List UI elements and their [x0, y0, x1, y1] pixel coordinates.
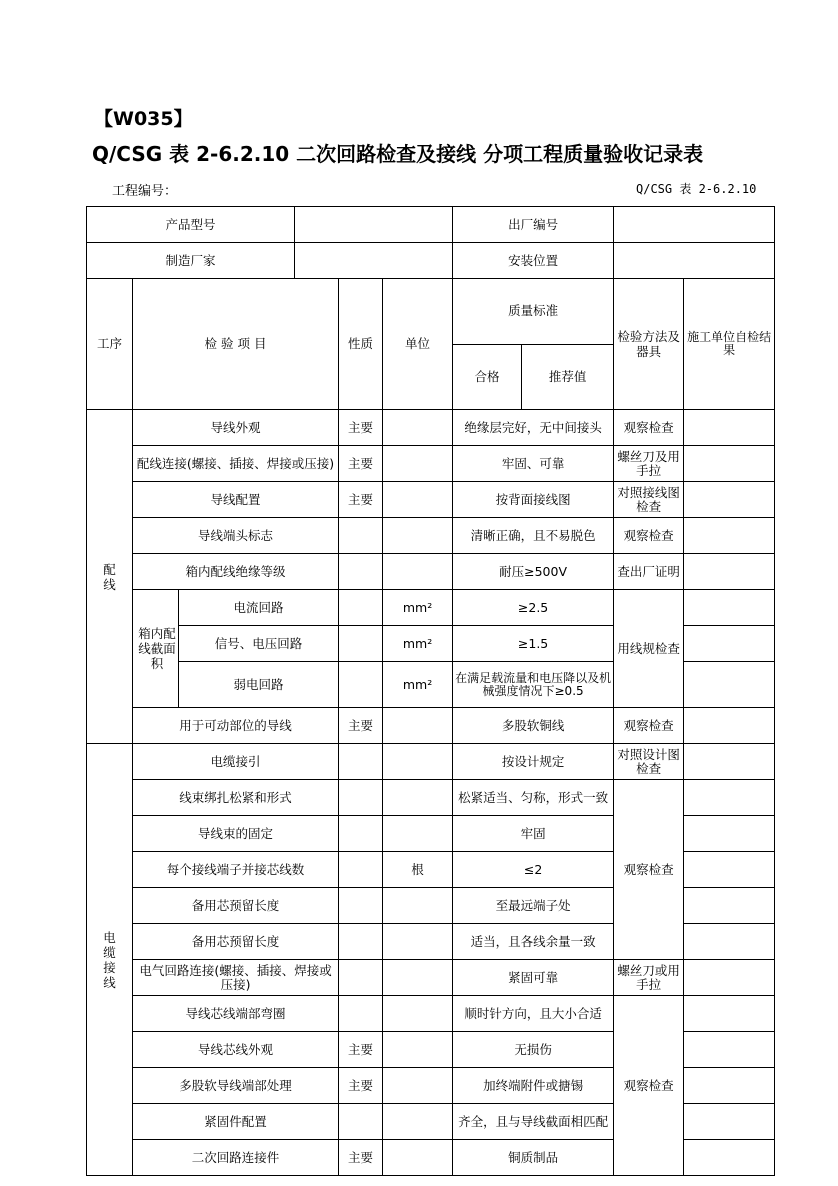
nature-cell	[339, 626, 383, 662]
standard-cell: 绝缘层完好，无中间接头	[453, 410, 614, 446]
unit-cell	[383, 924, 453, 960]
standard-cell: 耐压≥500V	[453, 554, 614, 590]
item-cell: 电流回路	[179, 590, 339, 626]
self-check-cell[interactable]	[684, 960, 775, 996]
nature-cell: 主要	[339, 410, 383, 446]
header-nature: 性质	[339, 279, 383, 410]
field-product-model[interactable]	[295, 207, 453, 243]
nature-cell	[339, 924, 383, 960]
method-cell: 螺丝刀或用手拉	[614, 960, 684, 996]
nature-cell	[339, 852, 383, 888]
item-cell: 备用芯预留长度	[133, 888, 339, 924]
self-check-cell[interactable]	[684, 1104, 775, 1140]
header-standard: 质量标准	[453, 279, 614, 345]
header-item: 检 验 项 目	[133, 279, 339, 410]
standard-cell: 清晰正确，且不易脱色	[453, 518, 614, 554]
table-number: Q/CSG 表 2-6.2.10	[636, 182, 757, 196]
unit-cell	[383, 482, 453, 518]
standard-cell: 按设计规定	[453, 744, 614, 780]
method-cell: 观察检查	[614, 518, 684, 554]
standard-cell: 牢固、可靠	[453, 446, 614, 482]
unit-cell: mm²	[383, 626, 453, 662]
self-check-cell[interactable]	[684, 996, 775, 1032]
self-check-cell[interactable]	[684, 1068, 775, 1104]
standard-cell: 加终端附件或搪锡	[453, 1068, 614, 1104]
nature-cell	[339, 816, 383, 852]
unit-cell	[383, 960, 453, 996]
self-check-cell[interactable]	[684, 744, 775, 780]
self-check-cell[interactable]	[684, 518, 775, 554]
standard-cell: 至最远端子处	[453, 888, 614, 924]
method-cell: 观察检查	[614, 780, 684, 960]
method-cell: 查出厂证明	[614, 554, 684, 590]
unit-cell	[383, 1104, 453, 1140]
standard-cell: 按背面接线图	[453, 482, 614, 518]
self-check-cell[interactable]	[684, 852, 775, 888]
method-cell: 用线规检查	[614, 590, 684, 708]
method-cell: 对照接线图检查	[614, 482, 684, 518]
item-cell: 导线束的固定	[133, 816, 339, 852]
standard-cell: 紧固可靠	[453, 960, 614, 996]
self-check-cell[interactable]	[684, 780, 775, 816]
label-manufacturer: 制造厂家	[87, 243, 295, 279]
item-cell: 导线端头标志	[133, 518, 339, 554]
page-title: Q/CSG 表 2-6.2.10 二次回路检查及接线 分项工程质量验收记录表	[92, 142, 704, 166]
nature-cell	[339, 780, 383, 816]
unit-cell	[383, 1032, 453, 1068]
unit-cell	[383, 888, 453, 924]
standard-cell: ≥1.5	[453, 626, 614, 662]
field-manufacturer[interactable]	[295, 243, 453, 279]
unit-cell	[383, 744, 453, 780]
item-cell: 信号、电压回路	[179, 626, 339, 662]
item-cell: 导线外观	[133, 410, 339, 446]
field-install-location[interactable]	[614, 243, 775, 279]
cross-section-group: 箱内配线截面积	[133, 590, 179, 708]
item-cell: 线束绑扎松紧和形式	[133, 780, 339, 816]
unit-cell	[383, 446, 453, 482]
self-check-cell[interactable]	[684, 590, 775, 626]
label-factory-no: 出厂编号	[453, 207, 614, 243]
nature-cell	[339, 1104, 383, 1140]
item-cell: 二次回路连接件	[133, 1140, 339, 1176]
item-cell: 导线配置	[133, 482, 339, 518]
unit-cell	[383, 554, 453, 590]
unit-cell	[383, 996, 453, 1032]
standard-cell: 适当，且各线余量一致	[453, 924, 614, 960]
item-cell: 电缆接引	[133, 744, 339, 780]
nature-cell	[339, 662, 383, 708]
method-cell: 对照设计图检查	[614, 744, 684, 780]
header-qualified: 合格	[453, 344, 522, 410]
standard-cell: 松紧适当、匀称，形式一致	[453, 780, 614, 816]
self-check-cell[interactable]	[684, 708, 775, 744]
nature-cell	[339, 590, 383, 626]
self-check-cell[interactable]	[684, 482, 775, 518]
item-cell: 用于可动部位的导线	[133, 708, 339, 744]
unit-cell	[383, 816, 453, 852]
nature-cell: 主要	[339, 708, 383, 744]
self-check-cell[interactable]	[684, 1032, 775, 1068]
process-wiring: 配线	[87, 410, 133, 744]
header-process: 工序	[87, 279, 133, 410]
item-cell: 紧固件配置	[133, 1104, 339, 1140]
unit-cell	[383, 1140, 453, 1176]
item-cell: 弱电回路	[179, 662, 339, 708]
standard-cell: 牢固	[453, 816, 614, 852]
unit-cell	[383, 518, 453, 554]
nature-cell: 主要	[339, 1068, 383, 1104]
nature-cell: 主要	[339, 1032, 383, 1068]
nature-cell	[339, 554, 383, 590]
standard-cell: 无损伤	[453, 1032, 614, 1068]
self-check-cell[interactable]	[684, 554, 775, 590]
field-factory-no[interactable]	[614, 207, 775, 243]
nature-cell: 主要	[339, 446, 383, 482]
method-cell: 观察检查	[614, 708, 684, 744]
unit-cell: 根	[383, 852, 453, 888]
header-method: 检验方法及器具	[614, 279, 684, 410]
nature-cell	[339, 518, 383, 554]
item-cell: 每个接线端子并接芯线数	[133, 852, 339, 888]
self-check-cell[interactable]	[684, 662, 775, 708]
standard-cell: 多股软铜线	[453, 708, 614, 744]
method-cell: 螺丝刀及用手拉	[614, 446, 684, 482]
unit-cell: mm²	[383, 590, 453, 626]
header-recommended: 推荐值	[522, 344, 614, 410]
standard-cell: 齐全，且与导线截面相匹配	[453, 1104, 614, 1140]
nature-cell	[339, 960, 383, 996]
standard-cell: 铜质制品	[453, 1140, 614, 1176]
nature-cell	[339, 996, 383, 1032]
self-check-cell[interactable]	[684, 446, 775, 482]
nature-cell: 主要	[339, 1140, 383, 1176]
self-check-cell[interactable]	[684, 626, 775, 662]
unit-cell	[383, 780, 453, 816]
header-self-check: 施工单位自检结果	[684, 279, 775, 410]
label-product-model: 产品型号	[87, 207, 295, 243]
nature-cell	[339, 888, 383, 924]
unit-cell	[383, 410, 453, 446]
document-code: 【W035】	[94, 108, 193, 130]
standard-cell: 顺时针方向，且大小合适	[453, 996, 614, 1032]
unit-cell	[383, 708, 453, 744]
nature-cell: 主要	[339, 482, 383, 518]
item-cell: 配线连接(螺接、插接、焊接或压接)	[133, 446, 339, 482]
self-check-cell[interactable]	[684, 816, 775, 852]
quality-acceptance-table	[86, 206, 775, 1176]
method-cell: 观察检查	[614, 410, 684, 446]
header-unit: 单位	[383, 279, 453, 410]
unit-cell	[383, 1068, 453, 1104]
self-check-cell[interactable]	[684, 888, 775, 924]
project-number-label: 工程编号：	[112, 184, 178, 199]
unit-cell: mm²	[383, 662, 453, 708]
item-cell: 导线芯线外观	[133, 1032, 339, 1068]
item-cell: 导线芯线端部弯圈	[133, 996, 339, 1032]
item-cell: 多股软导线端部处理	[133, 1068, 339, 1104]
item-cell: 箱内配线绝缘等级	[133, 554, 339, 590]
standard-cell: ≤2	[453, 852, 614, 888]
nature-cell	[339, 744, 383, 780]
label-install-location: 安装位置	[453, 243, 614, 279]
item-cell: 备用芯预留长度	[133, 924, 339, 960]
self-check-cell[interactable]	[684, 924, 775, 960]
item-cell: 电气回路连接(螺接、插接、焊接或压接)	[133, 960, 339, 996]
self-check-cell[interactable]	[684, 410, 775, 446]
standard-cell: 在满足载流量和电压降以及机械强度情况下≥0.5	[453, 662, 614, 708]
method-cell: 观察检查	[614, 996, 684, 1176]
self-check-cell[interactable]	[684, 1140, 775, 1176]
standard-cell: ≥2.5	[453, 590, 614, 626]
process-cable-wiring: 电缆接线	[87, 744, 133, 1176]
